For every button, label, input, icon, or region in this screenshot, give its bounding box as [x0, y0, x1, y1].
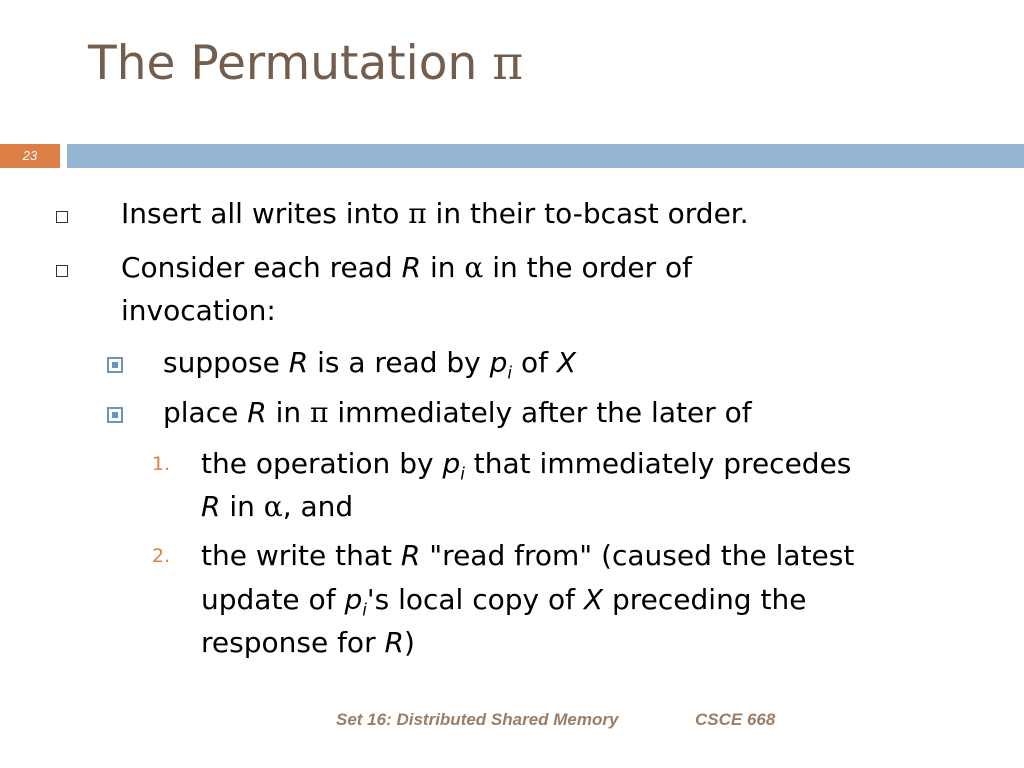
numbered-item-2-line-3: response for R) [201, 626, 415, 659]
bullet-filled-square-icon [107, 407, 123, 423]
pi-symbol: π [492, 36, 524, 91]
list-number-1: 1. [152, 453, 171, 475]
bullet-filled-square-icon [107, 357, 123, 373]
footer-course-set: Set 16: Distributed Shared Memory [336, 710, 619, 729]
bullet-square-icon [56, 265, 68, 277]
footer-course-code: CSCE 668 [695, 710, 776, 729]
numbered-item-1: the operation by $p_i$ that immediately precedes [201, 447, 852, 484]
slide-number: 23 [22, 148, 38, 163]
bullet-2-line-2: invocation: [121, 294, 276, 327]
slide-title: The Permutation π [88, 36, 524, 91]
bullet-2: Consider each read R in α in the order of [121, 251, 693, 284]
sub-bullet-2: place R in π immediately after the later of [163, 396, 752, 429]
bullet-1: Insert all writes into π in their to-bcast order. [121, 197, 749, 230]
numbered-item-2: the write that R "read from" (caused the latest [201, 539, 855, 572]
header-divider-bar [67, 144, 1024, 168]
numbered-item-1-line-2: R in α, and [201, 490, 354, 523]
numbered-item-2-line-2: update of $p_i's$ local copy of X preceding the [201, 583, 807, 620]
bullet-square-icon [56, 211, 68, 223]
list-number-2: 2. [152, 545, 171, 567]
sub-bullet-1: suppose R is a read by $p_i$ of X [163, 346, 577, 383]
